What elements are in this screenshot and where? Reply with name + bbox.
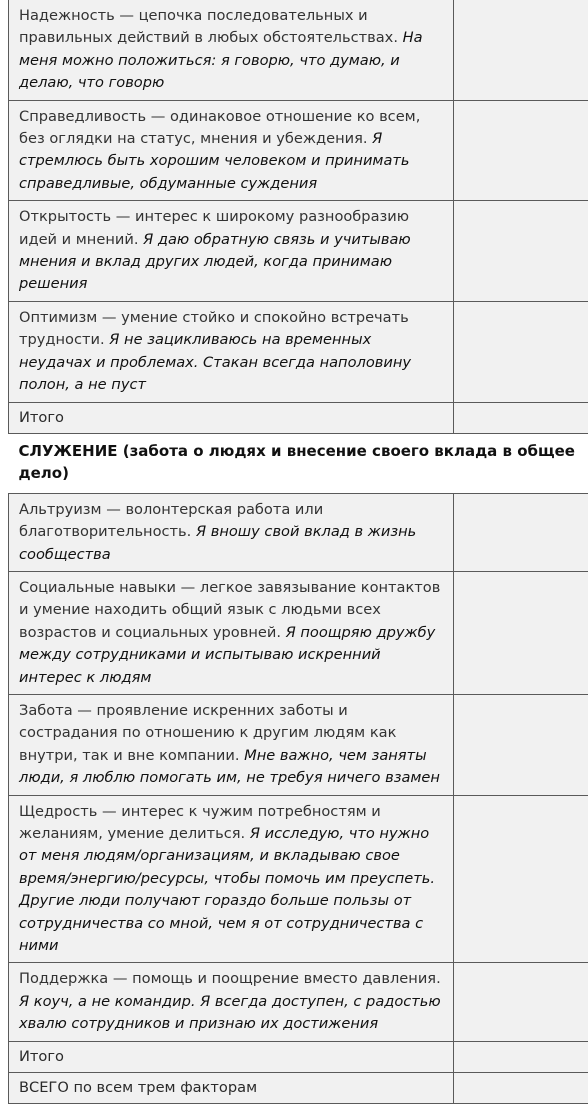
value-statement: Я исследую, что нужно от меня людям/организациям, и вкладываю свое время/энергию/ресурсы, чтобы помочь им преуспеть. Другие люди получают гораздо больше пользы от сотрудничества со мной, чем я от сотрудничества с ними (19, 825, 435, 954)
score-cell[interactable] (454, 795, 588, 963)
value-definition: Надежность — цепочка последовательных и правильных действий в любых обстоятельствах. (19, 7, 398, 46)
value-statement: Я не зацикливаюсь на временных неудачах и проблемах. Стакан всегда наполовину полон, а не пуст (19, 331, 411, 393)
value-definition: Социальные навыки — легкое завязывание контактов и умение находить общий язык с людьми всех возрастов и социальных уровней. (19, 579, 440, 641)
value-statement: Мне важно, чем заняты люди, я люблю помогать им, не требуя ничего взамен (19, 747, 440, 786)
value-description-cell (9, 100, 454, 201)
value-description-cell (9, 795, 454, 963)
value-definition: Альтруизм — волонтерская работа или благотворительность. (19, 501, 323, 540)
value-definition: Забота — проявление искренних заботы и сострадания по отношению к другим людям как внутри, так и вне компании. (19, 702, 396, 764)
subtotal-row (9, 1041, 588, 1072)
value-description-cell (9, 493, 454, 571)
value-definition: Открытость — интерес к широкому разнообразию идей и мнений. (19, 208, 409, 247)
score-cell[interactable] (454, 0, 588, 100)
table-row (9, 0, 588, 100)
table-row (9, 795, 588, 963)
subtotal-row (9, 402, 588, 433)
value-statement: Я даю обратную связь и учитываю мнения и вклад других людей, когда принимаю решения (19, 231, 411, 293)
section-title: СЛУЖЕНИЕ (забота о людях и внесение своего вклада в общее дело) (9, 433, 588, 493)
score-cell[interactable] (454, 493, 588, 571)
value-statement: На меня можно положиться: я говорю, что думаю, и делаю, что говорю (19, 29, 423, 91)
value-description-cell (9, 0, 454, 100)
grand-total-label: ВСЕГО по всем трем факторам (9, 1073, 454, 1104)
values-assessment-table (8, 0, 588, 1104)
value-definition: Щедрость — интерес к чужим потребностям и желаниям, умение делиться. (19, 803, 381, 842)
value-description-cell (9, 963, 454, 1041)
score-cell[interactable] (454, 963, 588, 1041)
value-statement: Я стремлюсь быть хорошим человеком и принимать справедливые, обдуманные суждения (19, 130, 409, 192)
grand-total-score-cell[interactable] (454, 1073, 588, 1104)
table-row (9, 694, 588, 795)
table-row (9, 201, 588, 302)
grand-total-row (9, 1073, 588, 1104)
table-row (9, 493, 588, 571)
value-description-cell (9, 694, 454, 795)
subtotal-score-cell[interactable] (454, 402, 588, 433)
subtotal-score-cell[interactable] (454, 1041, 588, 1072)
table-row (9, 301, 588, 402)
table-row (9, 100, 588, 201)
table-row (9, 571, 588, 694)
score-cell[interactable] (454, 694, 588, 795)
value-statement: Я коуч, а не командир. Я всегда доступен, с радостью хвалю сотрудников и признаю их достижения (19, 993, 441, 1032)
value-statement: Я поощряю дружбу между сотрудниками и испытываю искренний интерес к людям (19, 624, 435, 686)
score-cell[interactable] (454, 571, 588, 694)
subtotal-label: Итого (9, 402, 454, 433)
value-description-cell (9, 571, 454, 694)
value-statement: Я вношу свой вклад в жизнь сообщества (19, 523, 416, 562)
value-definition: Поддержка — помощь и поощрение вместо давления. (19, 970, 441, 987)
score-cell[interactable] (454, 100, 588, 201)
value-definition: Справедливость — одинаковое отношение ко всем, без оглядки на статус, мнения и убеждения. (19, 108, 420, 147)
value-description-cell (9, 301, 454, 402)
subtotal-label: Итого (9, 1041, 454, 1072)
score-cell[interactable] (454, 201, 588, 302)
table-row (9, 963, 588, 1041)
value-description-cell (9, 201, 454, 302)
value-definition: Оптимизм — умение стойко и спокойно встречать трудности. (19, 309, 409, 348)
section-header-row (9, 433, 588, 493)
score-cell[interactable] (454, 301, 588, 402)
